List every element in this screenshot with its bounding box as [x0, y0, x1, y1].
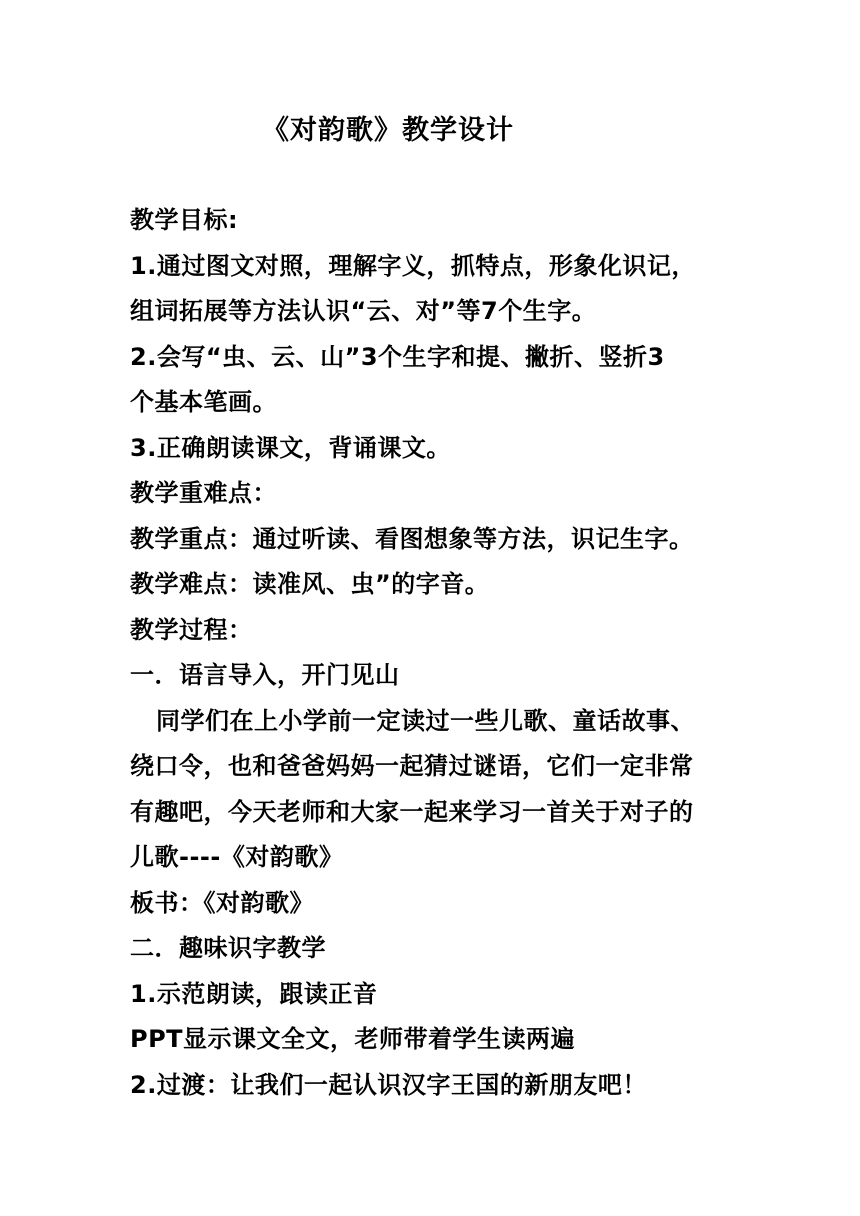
section-heading-objectives: 教学目标: — [130, 206, 239, 234]
document-title: 《对韵歌》教学设计 — [262, 115, 514, 146]
section-heading-key-points: 教学重难点： — [130, 479, 277, 507]
objective-1-line-1: 1.通过图文对照，理解字义，抓特点，形象化识记， — [130, 251, 696, 280]
step-2-heading: 二．趣味识字教学 — [130, 934, 326, 962]
substep-1: 1.示范朗读，跟读正音 — [130, 979, 378, 1008]
blackboard-note: 板书：《对韵歌》 — [130, 888, 314, 917]
key-point: 教学重点：通过听读、看图想象等方法，识记生字。 — [130, 524, 694, 553]
paragraph-line-4: 儿歌----《对韵歌》 — [130, 843, 344, 871]
objective-3: 3.正确朗读课文，背诵课文。 — [130, 433, 451, 462]
paragraph-line-2: 绕口令，也和爸爸妈妈一起猜过谜语，它们一定非常 — [130, 752, 694, 780]
objective-2-line-1: 2.会写“虫、云、山”3个生字和提、撇折、竖折3 — [130, 342, 665, 371]
section-heading-process: 教学过程： — [130, 615, 253, 644]
paragraph-line-3: 有趣吧，今天老师和大家一起来学习一首关于对子的 — [130, 797, 694, 826]
paragraph-line-1: 同学们在上小学前一定读过一些儿歌、童话故事、 — [156, 706, 695, 735]
ppt-note: PPT显示课文全文，老师带着学生读两遍 — [130, 1025, 576, 1053]
objective-2-line-2: 个基本笔画。 — [130, 388, 277, 416]
document-body — [130, 198, 740, 1108]
difficult-point: 教学难点：读准风、虫”的字音。 — [130, 570, 490, 598]
step-1-heading: 一．语言导入，开门见山 — [130, 661, 400, 689]
substep-2: 2.过渡：让我们一起认识汉字王国的新朋友吧！ — [130, 1070, 647, 1099]
objective-1-line-2: 组词拓展等方法认识“云、对”等7个生字。 — [130, 297, 597, 325]
